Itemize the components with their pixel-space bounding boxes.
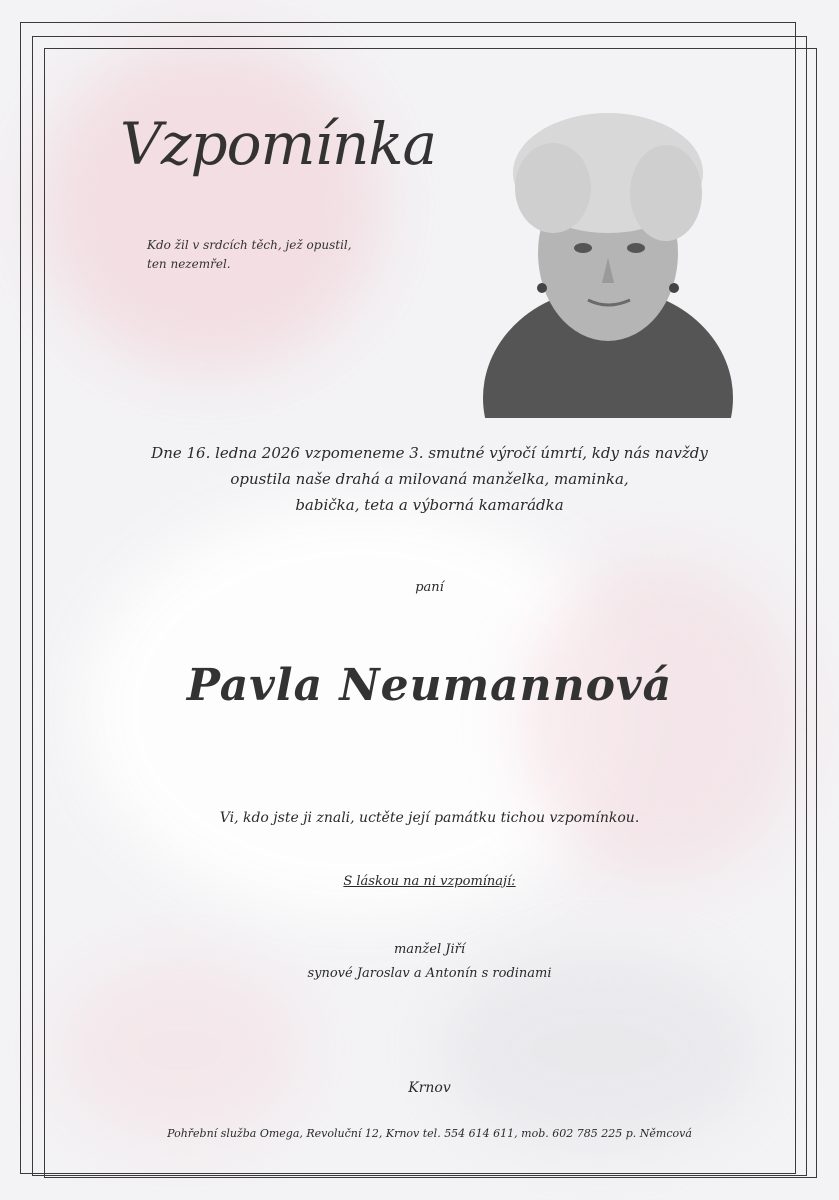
announcement-line: opustila naše drahá a milovaná manželka, maminka, — [230, 470, 629, 488]
quote-line: Kdo žil v srdcích těch, jež opustil, — [147, 238, 352, 252]
funeral-service-footer: Pohřební služba Omega, Revoluční 12, Krnov tel. 554 614 611, mob. 602 785 225 p. Němcová — [167, 1127, 692, 1140]
deceased-name: Pavla Neumannová — [186, 660, 673, 711]
city: Krnov — [408, 1080, 451, 1096]
quote — [147, 236, 407, 274]
quote-line: ten nezemřel. — [147, 257, 231, 271]
mourner: manžel Jiří — [393, 942, 466, 957]
announcement — [44, 440, 815, 518]
portrait-photo — [478, 78, 738, 418]
tribute-text: Vi, kdo jste ji znali, uctěte její památku tichou vzpomínkou. — [219, 810, 640, 826]
mourner: synové Jaroslav a Antonín s rodinami — [307, 966, 552, 981]
honorific: paní — [415, 580, 444, 595]
announcement-line: babička, teta a výborná kamarádka — [295, 496, 564, 514]
mourners-list — [44, 938, 815, 986]
remembering-label: S láskou na ni vzpomínají: — [343, 874, 516, 889]
page-title: Vzpomínka — [120, 110, 437, 178]
announcement-line: Dne 16. ledna 2026 vzpomeneme 3. smutné výročí úmrtí, kdy nás navždy — [151, 444, 708, 462]
